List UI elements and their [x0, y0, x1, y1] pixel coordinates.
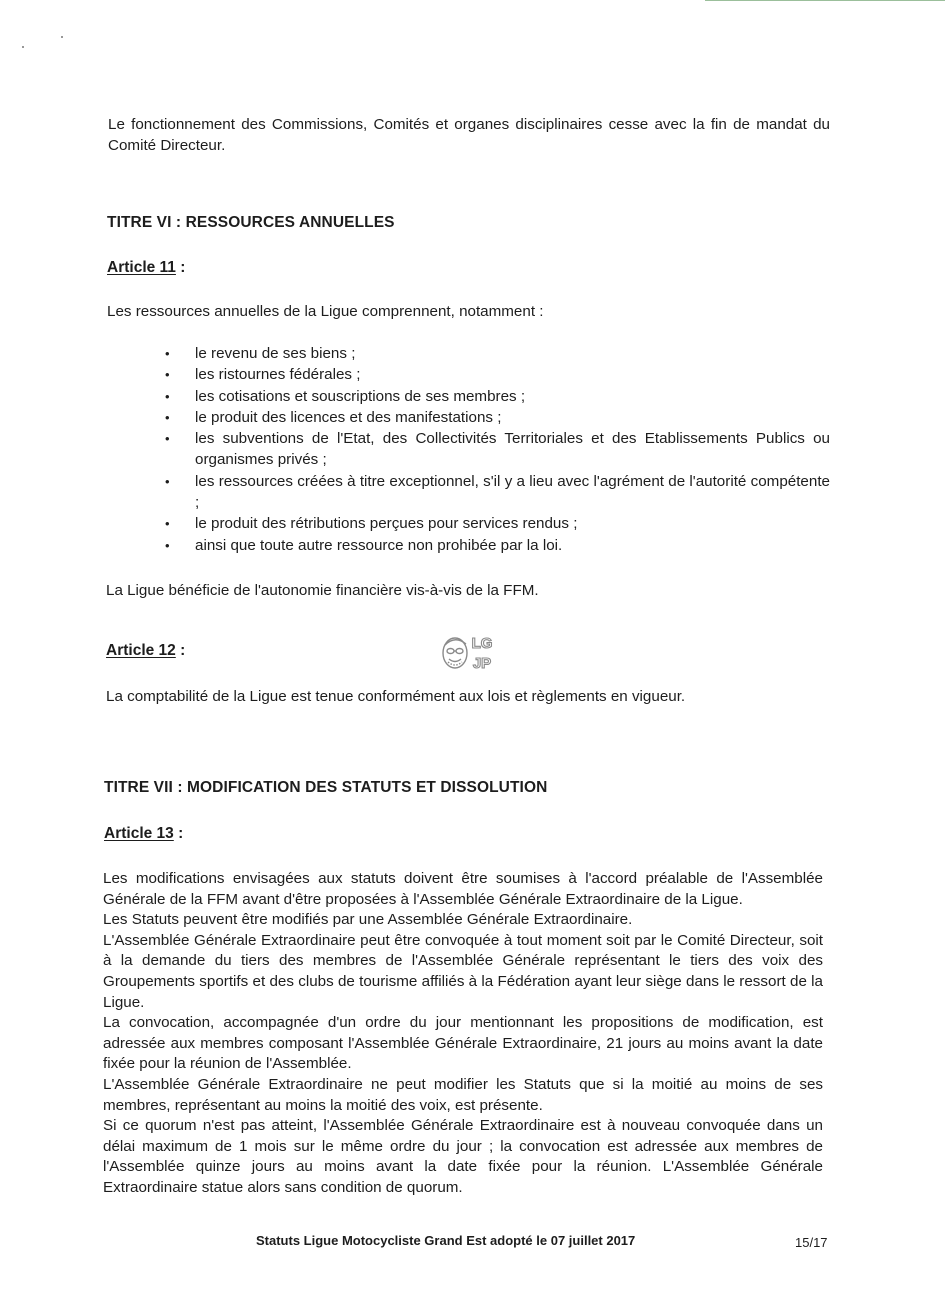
list-item [165, 386, 830, 407]
list-item-text: les ristournes fédérales ; [195, 366, 361, 384]
article-13-colon: : [173, 825, 184, 842]
ressources-list [165, 343, 830, 556]
scan-edge-line [705, 0, 945, 1]
list-item [165, 513, 830, 534]
list-item-text: ainsi que toute autre ressource non prohibée par la loi. [195, 536, 563, 554]
list-item [165, 343, 830, 364]
article-12-colon: : [175, 642, 186, 659]
section-heading-titre-vi: TITRE VI : RESSOURCES ANNUELLES [107, 214, 395, 231]
article-13-paragraph: Si ce quorum n'est pas atteint, l'Assemblée Générale Extraordinaire est à nouveau convoquée dans un délai maximum de 1 mois sur le même ordre du jour ; la convocation est adressée aux membres de l'Assemblée quinze jours au moins avant la date fixée pour la réunion. L'Assemblée Générale Extraordinaire statue alors sans condition de quorum. [103, 1117, 823, 1196]
list-item-text: les cotisations et souscriptions de ses membres ; [195, 387, 526, 405]
ressources-intro: Les ressources annuelles de la Ligue comprennent, notamment : [107, 303, 544, 320]
lgjp-logo-icon [436, 631, 502, 673]
article-13-heading [104, 825, 183, 843]
bullet-icon: • [165, 431, 170, 447]
list-item [165, 471, 830, 514]
autonomie-paragraph: La Ligue bénéficie de l'autonomie financière vis-à-vis de la FFM. [106, 582, 539, 599]
bullet-icon: • [165, 516, 170, 532]
list-item-text: les subventions de l'Etat, des Collectivités Territoriales et des Etablissements Publics ou organismes privés ; [195, 430, 830, 469]
list-item-text: le produit des rétributions perçues pour services rendus ; [195, 515, 578, 533]
bullet-icon: • [165, 346, 170, 361]
list-item [165, 407, 830, 428]
article-13-paragraph: L'Assemblée Générale Extraordinaire ne peut modifier les Statuts que si la moitié au moins de ses membres, représentant au moins la moitié des voix, est présente. [103, 1075, 823, 1114]
article-11-label: Article 11 [107, 259, 176, 276]
bullet-icon: • [165, 409, 170, 425]
article-13-body [103, 869, 823, 1199]
logo-text-lg: LG [471, 635, 493, 652]
logo-text-jp: JP [472, 655, 492, 672]
list-item-text: les ressources créées à titre exceptionnel, s'il y a lieu avec l'agrément de l'autorité compétente ; [195, 472, 830, 512]
bullet-icon: • [165, 367, 170, 383]
article-13-paragraph: Les Statuts peuvent être modifiés par une Assemblée Générale Extraordinaire. [103, 911, 633, 929]
article-13-label: Article 13 [104, 825, 174, 842]
intro-paragraph: Le fonctionnement des Commissions, Comités et organes disciplinaires cesse avec la fin de mandat du Comité Directeur. [108, 116, 830, 154]
list-item-text: le revenu de ses biens ; [195, 345, 356, 362]
article-11-heading [107, 259, 185, 277]
article-12-label: Article 12 [106, 642, 176, 659]
article-13-paragraph: L'Assemblée Générale Extraordinaire peut être convoquée à tout moment soit par le Comité Directeur, soit à la demande du tiers des membres de l'Assemblée Générale représentant le tiers des voix des Groupements sportifs et des clubs de tourisme affiliés à la Fédération ayant leur siège dans le ressort de la Ligue. [103, 931, 823, 1011]
list-item [165, 535, 830, 556]
article-13-paragraph: La convocation, accompagnée d'un ordre du jour mentionnant les propositions de modification, est adressée aux membres composant l'Assemblée Générale Extraordinaire, 21 jours au moins avant la date fixée pour la réunion de l'Assemblée. [103, 1014, 823, 1073]
article-12-heading [106, 642, 185, 660]
section-heading-titre-vii: TITRE VII : MODIFICATION DES STATUTS ET DISSOLUTION [104, 779, 548, 796]
list-item [165, 428, 830, 471]
article-13-paragraph: Les modifications envisagées aux statuts doivent être soumises à l'accord préalable de l'Assemblée Générale de la FFM avant d'être proposées à l'Assemblée Générale Extraordinaire de la Ligue. [103, 870, 823, 908]
bullet-icon: • [165, 537, 170, 553]
page-footer: Statuts Ligue Motocycliste Grand Est adopté le 07 juillet 2017 [256, 1233, 636, 1248]
scan-speck [61, 36, 63, 38]
list-item-text: le produit des licences et des manifestations ; [195, 408, 502, 426]
scan-speck [22, 46, 24, 48]
article-11-colon: : [175, 259, 186, 276]
list-item [165, 364, 830, 385]
page-number: 15/17 [795, 1235, 828, 1250]
comptabilite-paragraph: La comptabilité de la Ligue est tenue conformément aux lois et règlements en vigueur. [106, 688, 686, 705]
bullet-icon: • [165, 388, 170, 404]
bullet-icon: • [165, 473, 170, 489]
